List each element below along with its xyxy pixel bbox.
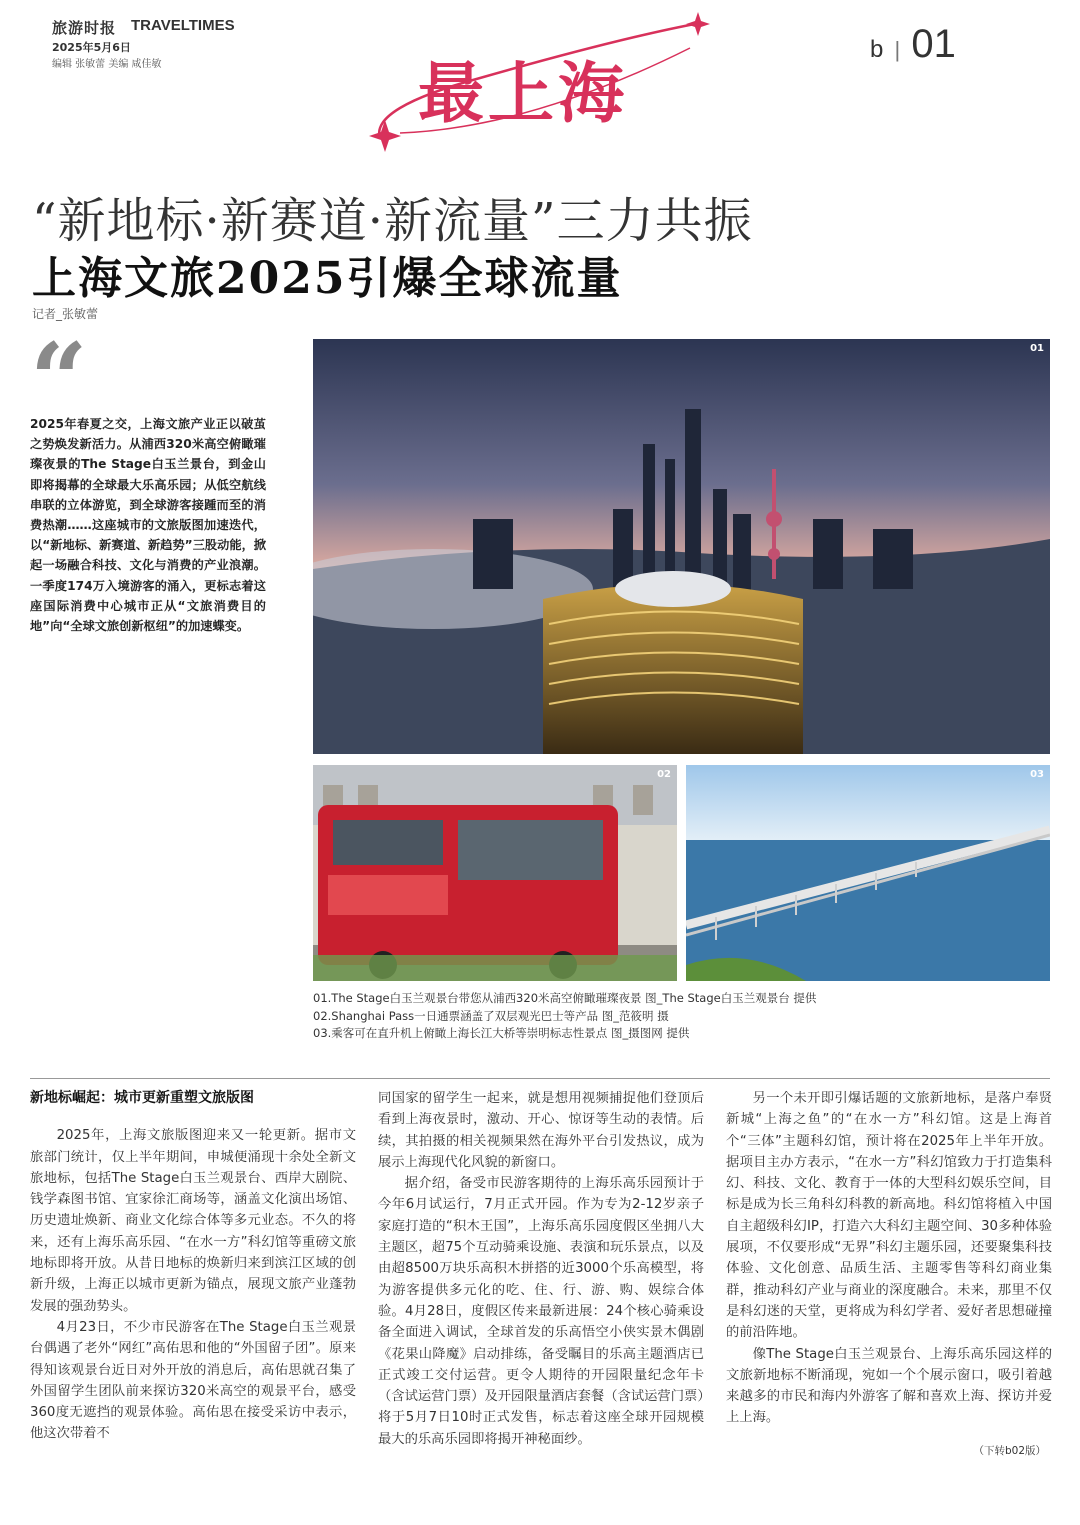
page-number-value: 01 xyxy=(911,22,956,66)
paragraph: 像The Stage白玉兰观景台、上海乐高乐园这样的文旅新地标不断涌现，宛如一个个展示窗口，吸引着越来越多的市民和海内外游客了解和喜欢上海、探访并爱上上海。 xyxy=(726,1346,1052,1426)
body-column-1 xyxy=(30,1088,356,1445)
page-prefix: b xyxy=(870,36,884,63)
photo-01 xyxy=(313,339,1050,754)
paragraph: 同国家的留学生一起来，就是想用视频捕捉他们登顶后看到上海夜景时，激动、开心、惊讶等生动的表情。后续，其拍摄的相关视频果然在海外平台引发热议，成为展示上海现代化风貌的新窗口。 xyxy=(378,1091,704,1170)
city-night-photo-icon xyxy=(313,339,1050,754)
section-divider xyxy=(30,1078,1050,1079)
tour-bus-photo-icon xyxy=(313,765,677,981)
paragraph: 4月23日，不少市民游客在The Stage白玉兰观景台偶遇了老外“网红”高佑思和他的“外国留子团”。原来得知该观景台近日对外开放的消息后，高佑思就召集了外国留学生团队前来探访320米高空的观景平台，感受360度无遮挡的观景体验。高佑思在接受采访中表示，他这次带着不 xyxy=(30,1319,356,1442)
photo-number: 02 xyxy=(657,769,671,780)
section-title: 最上海 xyxy=(418,55,628,132)
quote-mark-icon: “ xyxy=(30,321,88,439)
paragraph: 2025年，上海文旅版图迎来又一轮更新。据市文旅部门统计，仅上半年期间，申城便涌现十余处全新文旅地标，包括The Stage白玉兰观景台、西岸大剧院、钱学森图书馆、宜家徐汇商场等，涵盖文化演出场馆、历史遗址焕新、商业文化综合体等多元业态。不久的将来，还有上海乐高乐园、“在水一方”科幻馆等重磅文旅地标即将开放。从昔日地标的焕新归来到滨江区域的创新升级，上海正以城市更新为锚点，展现文旅产业蓬勃发展的强劲势头。 xyxy=(30,1128,356,1314)
publication-name-en: TRAVELTIMES xyxy=(131,17,235,34)
headline-line-1: “新地标·新赛道·新流量”三力共振 xyxy=(32,193,753,249)
continued-note: （下转b02版） xyxy=(973,1445,1046,1457)
lead-paragraph: 2025年春夏之交，上海文旅产业正以破茧之势焕发新活力。从浦西320米高空俯瞰璀璨夜景的The Stage白玉兰景台，到金山即将揭幕的全球最大乐高乐园；从低空航线串联的立体游览，到全球游客接踵而至的消费热潮……这座城市的文旅版图加速迭代，以“新地标、新赛道、新趋势”三股动能，掀起一场融合科技、文化与消费的产业浪潮。一季度174万入境游客的涌入，更标志着这座国际消费中心城市正从“文旅消费目的地”向“全球文旅创新枢纽”的加速蝶变。 xyxy=(30,417,266,634)
paragraph: 另一个未开即引爆话题的文旅新地标，是落户奉贤新城“上海之鱼”的“在水一方”科幻馆。这是上海首个“三体”主题科幻馆，预计将在2025年上半年开放。据项目主办方表示，“在水一方”科幻馆致力于打造集科幻、科技、文化、教育于一体的大型科幻娱乐空间，目标是成为长三角科幻科教的新高地。科幻馆将植入中国自主超级科幻IP，打造六大科幻主题空间、30多种体验展项，不仅要形成“无界”科幻主题乐园，还要聚集科技体验、文化创意、品质生活、主题零售等科幻商业集群，推动科幻产业与商业的深度融合。未来，那里不仅是科幻迷的天堂，更将成为科幻学者、爱好者思想碰撞的前沿阵地。 xyxy=(726,1091,1052,1341)
caption-02: 02.Shanghai Pass一日通票涵盖了双层观光巴士等产品 图_范筱明 摄 xyxy=(313,1008,669,1023)
page-number xyxy=(870,22,956,67)
paragraph: 据介绍，备受市民游客期待的上海乐高乐园预计于今年6月试运行，7月正式开园。作为专为2-12岁亲子家庭打造的“积木王国”，上海乐高乐园度假区坐拥八大主题区，超75个互动骑乘设施、表演和玩乐景点，以及由超8500万块乐高积木拼搭的近3000个乐高模型，将为游客提供多元化的吃、住、行、游、购、娱综合体验。4月28日，度假区传来最新进展：24个核心骑乘设备全面进入调试，全球首发的乐高悟空小侠实景木偶剧《花果山降魔》启动排练，备受瞩目的乐高主题酒店已正式竣工交付运营。更令人期待的开园限量纪念年卡（含试运营门票）及开园限量酒店套餐（含试运营门票）将于5月7日10时正式发售，标志着这座全球开园规模最大的乐高乐园即将揭开神秘面纱。 xyxy=(378,1176,704,1447)
body-subhead: 新地标崛起：城市更新重塑文旅版图 xyxy=(30,1090,254,1106)
caption-03: 03.乘客可在直升机上俯瞰上海长江大桥等崇明标志性景点 图_摄图网 提供 xyxy=(313,1026,690,1040)
body-column-2 xyxy=(378,1088,704,1450)
photo-02 xyxy=(313,765,677,981)
photo-number: 01 xyxy=(1030,343,1044,354)
photo-captions xyxy=(313,990,816,1043)
publication-name-cn: 旅游时报 xyxy=(52,19,117,37)
bridge-photo-icon xyxy=(686,765,1050,981)
byline: 记者_张敏蕾 xyxy=(32,307,99,321)
issue-date: 2025年5月6日 xyxy=(52,41,131,54)
page-divider: | xyxy=(894,37,901,62)
body-column-3 xyxy=(726,1088,1052,1429)
photo-number: 03 xyxy=(1030,769,1044,780)
editors-credit: 编辑 张敏蕾 美编 咸佳敏 xyxy=(52,59,162,70)
photo-03 xyxy=(686,765,1050,981)
headline-line-2: 上海文旅2025引爆全球流量 xyxy=(32,253,623,304)
caption-01: 01.The Stage白玉兰观景台带您从浦西320米高空俯瞰璀璨夜景 图_The Stage白玉兰观景台 提供 xyxy=(313,991,817,1005)
